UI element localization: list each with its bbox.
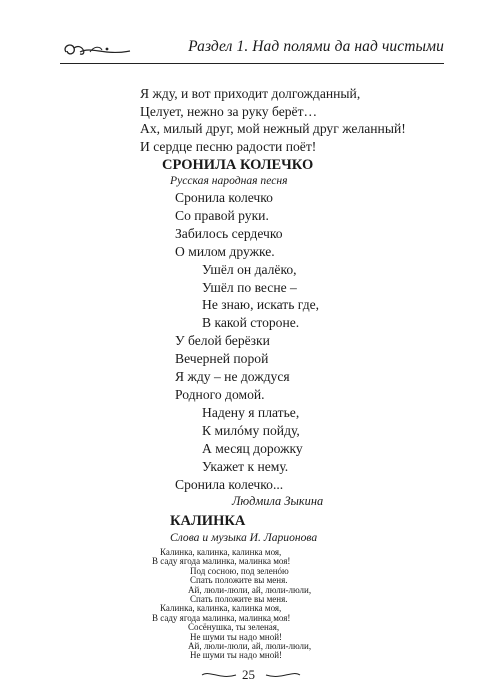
verse-line: Со правой руки. (175, 208, 269, 223)
footer-ornament-right-icon (264, 670, 302, 680)
page-footer (200, 664, 310, 684)
verse-line: Не знаю, искать где, (202, 297, 320, 312)
verse-line: Не шуми ты надо мной! (190, 631, 283, 642)
verse-line: Калинка, калинка, калинка моя, (160, 547, 282, 557)
header-rule (60, 63, 444, 64)
footer-ornament-left-icon (200, 670, 238, 680)
flourish-ornament-icon (60, 40, 132, 60)
verse-line: О милом дружке. (175, 244, 275, 259)
song-subtitle: Русская народная песня (170, 174, 288, 187)
section-title: Раздел 1. Над полями да над чистыми (188, 38, 444, 55)
verse-line: Калинка, калинка, калинка моя, (160, 603, 282, 614)
song-title: СРОНИЛА КОЛЕЧКО (162, 157, 314, 173)
verse-line: Ушёл он далёко, (202, 262, 297, 277)
page-number: 25 (242, 667, 255, 682)
intro-line: Ах, милый друг, мой нежный друг желанный! (140, 121, 406, 136)
verse-line: Я жду – не дождуся (175, 369, 290, 384)
verse-line: Сронила колечко... (175, 477, 284, 492)
intro-line: Целует, нежно за руку берёт… (140, 104, 318, 119)
running-header (60, 36, 444, 66)
verse-line: Забилось сердечко (175, 226, 283, 241)
verse-line: В какой стороне. (202, 315, 300, 330)
verse-line: Вечерней порой (175, 351, 269, 366)
verse-line: В саду ягода малинка, малинка моя! (152, 612, 291, 623)
verse-line: Сронила колечко (175, 190, 273, 205)
intro-line: Я жду, и вот приходит долгожданный, (140, 86, 361, 101)
verse-line: К милóму пойду, (202, 423, 300, 438)
song-subtitle: Слова и музыка И. Ларионова (170, 531, 318, 544)
verse-line: Спать положите вы меня. (190, 575, 288, 586)
song-title: КАЛИНКА (170, 513, 246, 529)
verse-line: Ушёл по весне – (202, 280, 297, 295)
verse-line: Ай, люли-люли, ай, люли-люли, (188, 584, 312, 595)
song-author: Людмила Зыкина (232, 494, 324, 508)
verse-line: Надену я платье, (202, 405, 300, 420)
verse-line: А месяц дорожку (202, 441, 303, 456)
verse-line: Родного домой. (175, 387, 265, 402)
verse-line: Под сосною, под зеленóю (190, 565, 289, 576)
verse-line: Укажет к нему. (202, 459, 289, 474)
verse-line: У белой берёзки (175, 333, 270, 348)
verse-line: Сосёнушка, ты зелена́я, (188, 622, 280, 633)
verse-line: В саду ягода малинка, малинка моя! (152, 556, 291, 567)
verse-line: Ай, люли-люли, ай, люли-люли, (188, 641, 312, 651)
verse-line: Спать положите вы меня. (190, 594, 288, 604)
verse-line: Не шуми ты надо мной! (190, 650, 283, 661)
intro-line: И сердце песню радости поёт! (140, 139, 317, 154)
